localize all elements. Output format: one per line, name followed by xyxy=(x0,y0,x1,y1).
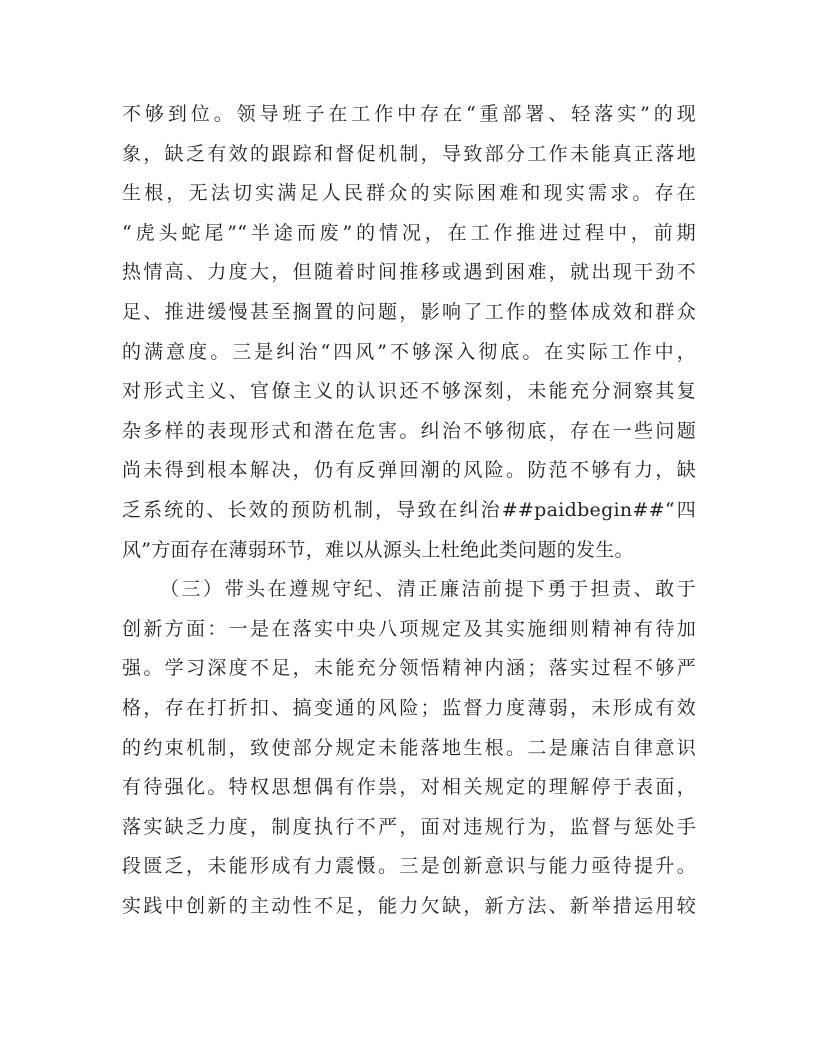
text-line: 段匮乏，未能形成有力震慑。三是创新意识与能力亟待提升。 xyxy=(122,855,696,878)
text-line: 杂多样的表现形式和潜在危害。纠治不够彻底，存在一些问题 xyxy=(122,419,696,442)
text-line: （三）带头在遵规守纪、清正廉洁前提下勇于担责、敢于 xyxy=(160,578,696,601)
text-line: “虎头蛇尾”“半途而废”的情况，在工作推进过程中，前期 xyxy=(122,221,696,244)
text-line: 格，存在打折扣、搞变通的风险；监督力度薄弱，未形成有效 xyxy=(122,696,696,719)
text-line: 的约束机制，致使部分规定未能落地生根。二是廉洁自律意识 xyxy=(122,736,696,759)
text-line: 乏系统的、长效的预防机制，导致在纠治##paidbegin##“四 xyxy=(122,498,696,521)
text-line: 风”方面存在薄弱环节，难以从源头上杜绝此类问题的发生。 xyxy=(122,538,634,561)
text-line: 不够到位。领导班子在工作中存在“重部署、轻落实”的现 xyxy=(122,103,696,125)
text-line: 落实缺乏力度，制度执行不严，面对违规行为，监督与惩处手 xyxy=(122,815,696,838)
paragraph-2 xyxy=(122,570,696,926)
text-line: 热情高、力度大，但随着时间推移或遇到困难，就出现干劲不 xyxy=(122,261,696,284)
text-line: 尚未得到根本解决，仍有反弹回潮的风险。防范不够有力，缺 xyxy=(122,459,696,482)
text-line: 对形式主义、官僚主义的认识还不够深刻，未能充分洞察其复 xyxy=(122,380,696,403)
text-line: 象，缺乏有效的跟踪和督促机制，导致部分工作未能真正落地 xyxy=(122,142,696,165)
text-line: 有待强化。特权思想偶有作祟，对相关规定的理解停于表面， xyxy=(122,776,696,799)
text-line: 创新方面：一是在落实中央八项规定及其实施细则精神有待加 xyxy=(122,617,696,640)
text-line: 强。学习深度不足，未能充分领悟精神内涵；落实过程不够严 xyxy=(122,657,696,680)
text-line: 实践中创新的主动性不足，能力欠缺，新方法、新举措运用较 xyxy=(122,894,696,917)
text-line: 生根，无法切实满足人民群众的实际困难和现实需求。存在 xyxy=(122,182,696,205)
text-line: 足、推进缓慢甚至搁置的问题，影响了工作的整体成效和群众 xyxy=(122,300,696,323)
paragraph-1 xyxy=(122,95,696,570)
text-line: 的满意度。三是纠治“四风”不够深入彻底。在实际工作中， xyxy=(122,340,696,363)
document-page xyxy=(122,95,696,926)
